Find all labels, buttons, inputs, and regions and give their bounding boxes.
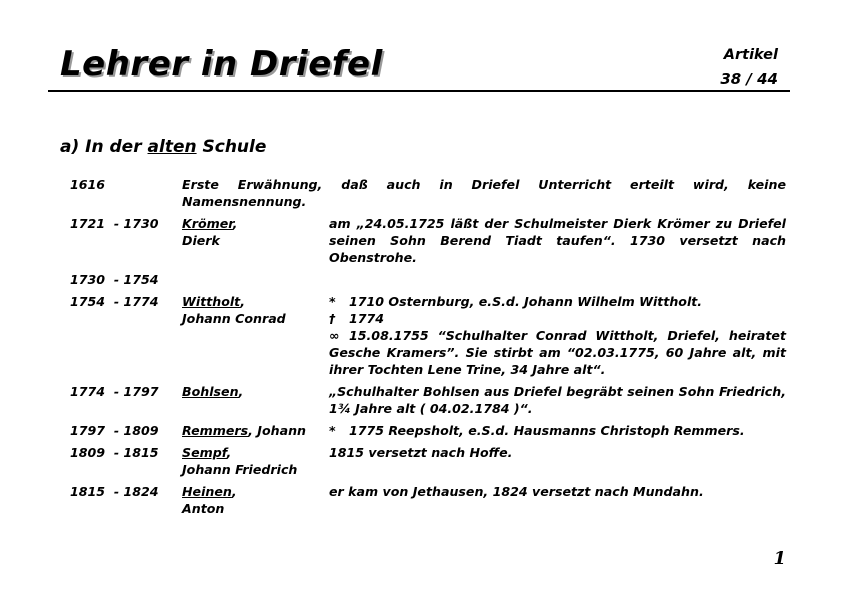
death-line: † 1774 — [329, 311, 385, 326]
entry-name — [182, 293, 329, 378]
entry-given-name: Johann Conrad — [182, 311, 286, 326]
birth-line: * 1710 Osternburg, e.S.d. Johann Wilhelm Wittholt. — [329, 294, 703, 309]
marriage-line: ∞ 15.08.1755 “Schulhalter Conrad Wittholt, Driefel, heiratet Gesche Kramers”. Sie stirbt am “02.03.1775, 60 Jahre alt, mit ihrer Tochten Lene Trine, 34 Jahre alt“. — [329, 328, 786, 377]
teacher-entry-heinen — [70, 483, 786, 517]
teacher-list — [70, 176, 786, 522]
entry-surname: Wittholt — [182, 294, 241, 309]
article-number: 38 / 44 — [720, 70, 778, 88]
page-number: 1 — [773, 548, 786, 569]
entry-description: * 1775 Reepsholt, e.S.d. Hausmanns Christoph Remmers. — [329, 423, 745, 438]
entry-description: am „24.05.1725 läßt der Schulmeister Dierk Krömer zu Driefel seinen Sohn Berend Tiadt taufen“. 1730 versetzt nach Obenstrohe. — [329, 216, 786, 265]
entry-description — [329, 293, 786, 378]
section-heading — [60, 137, 266, 157]
entry-years: 1809 - 1815 — [70, 445, 159, 460]
entry-surname: Remmers — [182, 423, 249, 438]
teacher-entry-wittholt — [70, 293, 786, 378]
marriage-symbol: ∞ — [329, 328, 340, 343]
entry-years: 1797 - 1809 — [70, 423, 159, 438]
entry-description: er kam von Jethausen, 1824 versetzt nach Mundahn. — [329, 484, 704, 499]
entry-given-name: Dierk — [182, 233, 220, 248]
death-symbol: † — [329, 311, 336, 326]
entry-name — [182, 383, 329, 417]
header-rule — [48, 90, 790, 92]
entry-surname: Heinen — [182, 484, 232, 499]
birth-symbol: * — [329, 423, 336, 438]
entry-given-name: Anton — [182, 501, 225, 516]
teacher-entry-1616 — [70, 176, 786, 210]
entry-name-suffix: , — [238, 384, 244, 399]
teacher-entry-bohlsen — [70, 383, 786, 417]
entry-name-suffix: , — [240, 294, 245, 309]
section-heading-underlined: alten — [147, 137, 197, 157]
entry-name-suffix: , — [231, 484, 237, 499]
entry-years: 1754 - 1774 — [70, 294, 159, 309]
entry-name — [182, 483, 329, 517]
teacher-entry-remmers — [70, 422, 786, 439]
teacher-entry-1730 — [70, 271, 786, 288]
entry-given-name: Johann Friedrich — [182, 462, 298, 477]
entry-years: 1616 — [70, 177, 106, 192]
entry-surname: Bohlsen — [182, 384, 239, 399]
entry-name-suffix: , — [226, 445, 232, 460]
entry-name-suffix: , Johann — [248, 423, 307, 438]
article-label: Artikel — [723, 47, 778, 63]
entry-name — [182, 215, 329, 266]
entry-surname: Sempf — [182, 445, 227, 460]
section-heading-prefix: a) In der — [60, 137, 148, 157]
section-heading-suffix: Schule — [196, 137, 267, 157]
birth-symbol: * — [329, 294, 336, 309]
entry-description-line: Namensnennung. — [182, 194, 307, 209]
entry-years: 1730 - 1754 — [70, 272, 159, 287]
entry-description: „Schulhalter Bohlsen aus Driefel begräbt seinen Sohn Friedrich, 1¾ Jahre alt ( 04.02.1784 )“. — [329, 384, 786, 416]
entry-surname: Krömer — [182, 216, 233, 231]
entry-name-suffix: , — [232, 216, 238, 231]
page-title: Lehrer in Driefel — [60, 44, 383, 84]
teacher-entry-sempf — [70, 444, 786, 478]
entry-name — [182, 422, 329, 439]
entry-years: 1721 - 1730 — [70, 216, 159, 231]
entry-years: 1815 - 1824 — [70, 484, 159, 499]
entry-years: 1774 - 1797 — [70, 384, 159, 399]
entry-description: 1815 versetzt nach Hoffe. — [329, 445, 513, 460]
entry-description-line: Erste Erwähnung, daß auch in Driefel Unterricht erteilt wird, keine — [182, 177, 786, 192]
entry-name — [182, 444, 329, 478]
entry-description — [182, 176, 786, 210]
teacher-entry-kroemer — [70, 215, 786, 266]
